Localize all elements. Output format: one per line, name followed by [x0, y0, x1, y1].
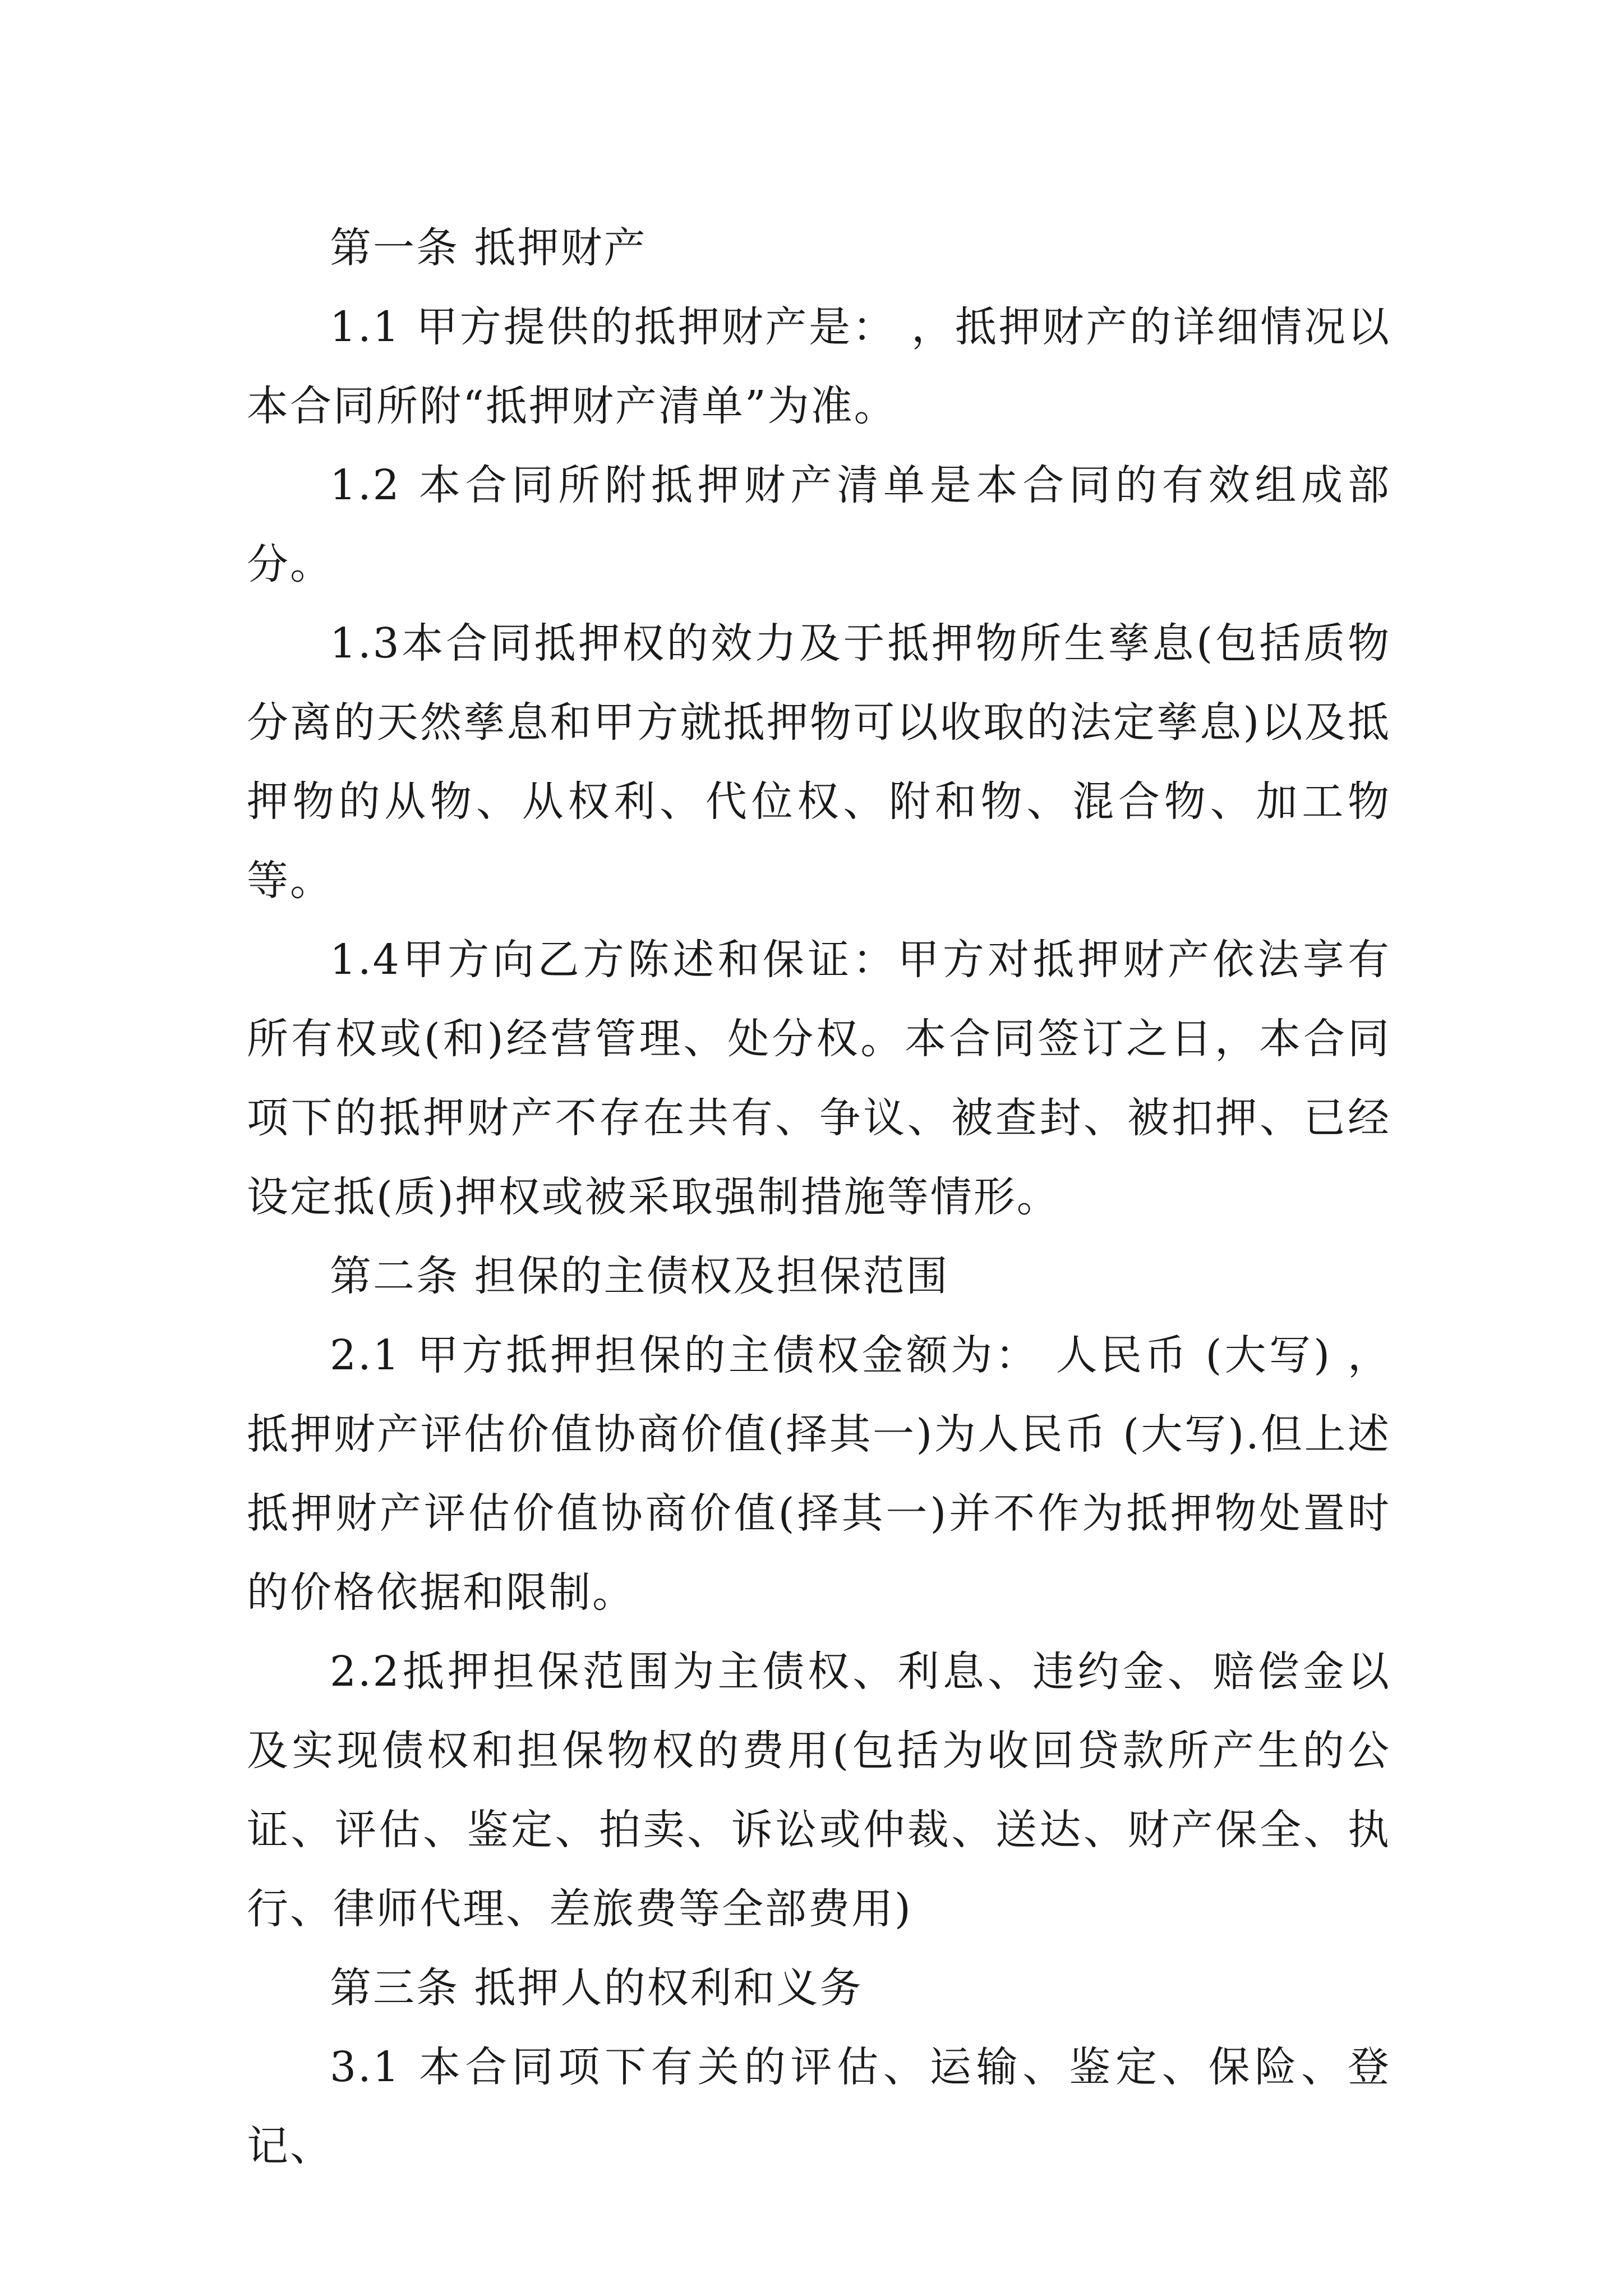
clause-1-3: 1.3本合同抵押权的效力及于抵押物所生孳息(包括质物分离的天然孳息和甲方就抵押物可以收取的法定孳息)以及抵押物的从物、从权利、代位权、附和物、混合物、加工物等。: [247, 619, 1391, 905]
clause-1-1: 1.1 甲方提供的抵押财产是： ，抵押财产的详细情况以本合同所附“抵押财产清单”为准。: [247, 303, 1391, 430]
article-3-heading: 第三条 抵押人的权利和义务: [330, 1964, 863, 2012]
clause-3-1: 3.1 本合同项下有关的评估、运输、鉴定、保险、登记、: [247, 2043, 1391, 2170]
clause-2-1: 2.1 甲方抵押担保的主债权金额为： 人民币 (大写) ，抵押财产评估价值协商价值(择其一)为人民币 (大写).但上述抵押财产评估价值协商价值(择其一)并不作为抵押物处置时的价格依据和限制。: [247, 1331, 1391, 1617]
article-2-heading: 第二条 担保的主债权及担保范围: [330, 1252, 949, 1300]
document-body: [247, 209, 1391, 2186]
article-1-heading: 第一条 抵押财产: [330, 224, 647, 272]
clause-2-2: 2.2抵押担保范围为主债权、利息、违约金、赔偿金以及实现债权和担保物权的费用(包括为收回贷款所产生的公证、评估、鉴定、拍卖、诉讼或仲裁、送达、财产保全、执行、律师代理、差旅费等全部费用): [247, 1648, 1391, 1933]
clause-1-2: 1.2 本合同所附抵押财产清单是本合同的有效组成部分。: [247, 461, 1391, 588]
clause-1-4: 1.4甲方向乙方陈述和保证：甲方对抵押财产依法享有所有权或(和)经营管理、处分权。本合同签订之日，本合同项下的抵押财产不存在共有、争议、被查封、被扣押、已经设定抵(质)押权或被采取强制措施等情形。: [247, 936, 1391, 1221]
